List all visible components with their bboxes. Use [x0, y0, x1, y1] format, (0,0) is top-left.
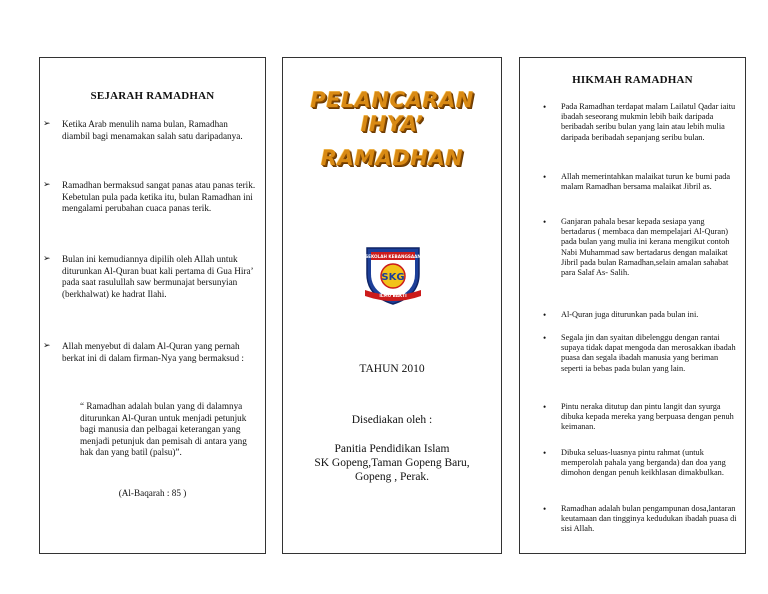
sejarah-heading: SEJARAH RAMADHAN — [90, 90, 215, 102]
sejarah-item-text: Ketika Arab menulih nama bulan, Ramadhan diambil bagi menamakan salah satu daripadanya. — [62, 119, 243, 141]
logo-letters: SKG — [381, 272, 405, 283]
hikmah-heading: HIKMAH RAMADHAN — [572, 74, 693, 86]
hikmah-item-text: Ganjaran pahala besar kepada sesiapa yang bertadarus ( membaca dan mempelajari Al-Quran) pada bulan yang mulia ini kerana mengikut contoh Nabi Muhammad saw bertadarus dengan malaikat Jibril pada bulan Ramadhan,selain amalan sahabat para Salaf As- Salih. — [561, 217, 730, 278]
hikmah-item — [543, 217, 737, 278]
hikmah-item — [543, 504, 737, 535]
bullet-dot-icon: • — [543, 310, 547, 320]
quran-quote: “ Ramadhan adalah bulan yang di dalamnya diturunkan Al-Quran untuk menjadi petunjuk bagi manusia dan pelbagai keterangan yang menjadi petunjuk dan pemisah di antara yang hak dan yang batil (palsu)”. — [80, 401, 247, 458]
arrow-bullet-icon: ➢ — [43, 341, 51, 351]
sejarah-item — [43, 180, 256, 215]
bullet-dot-icon: • — [543, 504, 547, 514]
arrow-bullet-icon: ➢ — [43, 119, 51, 129]
hikmah-item-text: Al-Quran juga diturunkan pada bulan ini. — [561, 310, 699, 319]
hikmah-panel — [519, 57, 746, 554]
sejarah-item — [43, 254, 256, 300]
year-label: TAHUN 2010 — [359, 363, 425, 375]
hikmah-item — [543, 102, 737, 143]
organizer-line3: Gopeng , Perak. — [354, 471, 430, 483]
cover-panel — [282, 57, 502, 554]
sejarah-item — [43, 341, 256, 364]
sejarah-item-text: Allah menyebut di dalam Al-Quran yang pernah berkat ini di dalam firman-Nya yang bermaksud : — [62, 341, 244, 363]
bullet-dot-icon: • — [543, 333, 547, 343]
hikmah-item-text: Segala jin dan syaitan dibelenggu dengan rantai supaya tidak dapat mengoda dan merosakkan ibadah puasa dan segala ibadah manusia yang beriman seperti ia bebas pada bulan yang lain. — [561, 333, 736, 373]
hikmah-item-text: Pada Ramadhan terdapat malam Lailatul Qadar iaitu ibadah seseorang mukmin lebih baik daripada beribadah seribu bulan yang lain atau lebih mulia daripada beribadah sepanjang seribu bulan. — [561, 102, 736, 142]
title-line2: RAMADHAN — [320, 146, 464, 170]
sejarah-panel — [39, 57, 266, 554]
logo-bottom-text: ILMU BAKTI — [379, 293, 407, 298]
prepared-by-label: Disediakan oleh : — [351, 414, 433, 426]
bullet-dot-icon: • — [543, 402, 547, 412]
hikmah-item-text: Ramadhan adalah bulan pengampunan dosa,lantaran keutamaan dan tingginya kedudukan ibadah puasa di sisi Allah. — [561, 504, 737, 534]
hikmah-item-text: Pintu neraka ditutup dan pintu langit dan syurga dibuka kepada mereka yang berpuasa dengan penuh keimanan. — [561, 402, 734, 432]
bullet-dot-icon: • — [543, 448, 547, 458]
hikmah-item — [543, 310, 737, 320]
hikmah-item — [543, 448, 737, 479]
organizer-line1: Panitia Pendidikan Islam — [334, 443, 450, 455]
quote-reference: (Al-Baqarah : 85 ) — [118, 488, 187, 498]
bullet-dot-icon: • — [543, 217, 547, 227]
sejarah-item — [43, 119, 256, 142]
school-crest-logo — [361, 240, 425, 306]
title-line1: PELANCARAN IHYA’ — [310, 88, 474, 136]
hikmah-item-text: Allah memerintahkan malaikat turun ke bumi pada malam Ramadhan bersama malaikat Jibril as. — [561, 172, 731, 192]
bullet-dot-icon: • — [543, 102, 547, 112]
logo-top-text: SEKOLAH KEBANGSAAN — [365, 254, 421, 259]
organizer-line2: SK Gopeng,Taman Gopeng Baru, — [314, 457, 470, 469]
hikmah-item — [543, 333, 737, 374]
hikmah-item — [543, 402, 737, 433]
hikmah-item-text: Dibuka seluas-luasnya pintu rahmat (untuk memperolah pahala yang berganda) dan doa yang dimohon dengan penuh keikhlasan dimakbulkan. — [561, 448, 726, 478]
hikmah-item — [543, 172, 737, 192]
bullet-dot-icon: • — [543, 172, 547, 182]
sejarah-item-text: Bulan ini kemudiannya dipilih oleh Allah untuk diturunkan Al-Quran buat kali pertama di Gua Hira’ pada saat rasulullah saw bermunajat bersunyian (berkhalwat) ke hadrat Ilahi. — [62, 254, 253, 299]
arrow-bullet-icon: ➢ — [43, 254, 51, 264]
sejarah-item-text: Ramadhan bermaksud sangat panas atau panas terik. Kebetulan pula pada ketika itu, bulan Ramadhan ini mengalami perubahan cuaca panas terik. — [62, 180, 256, 214]
arrow-bullet-icon: ➢ — [43, 180, 51, 190]
